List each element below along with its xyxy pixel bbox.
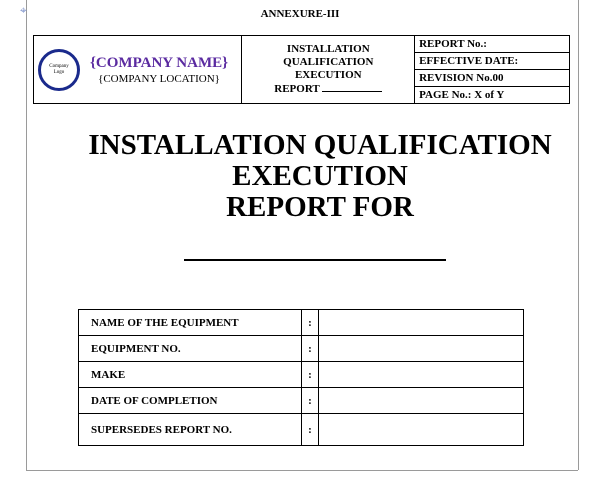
company-logo-icon: Company Logo xyxy=(38,49,80,91)
row-separator: : xyxy=(302,310,319,336)
row-label: MAKE xyxy=(79,362,302,388)
table-row xyxy=(79,362,524,388)
page-border-bottom xyxy=(26,470,578,471)
logo-cell xyxy=(34,36,242,104)
row-separator: : xyxy=(302,362,319,388)
report-blank-line xyxy=(322,82,382,92)
company-location: {COMPANY LOCATION} xyxy=(98,72,220,85)
table-row xyxy=(79,414,524,446)
equipment-details-table xyxy=(78,309,524,446)
corner-crosshair-icon: ⌖ xyxy=(20,3,27,17)
revision-no: REVISION No.00 xyxy=(415,70,569,87)
row-label: NAME OF THE EQUIPMENT xyxy=(79,310,302,336)
row-value-field[interactable] xyxy=(319,388,524,414)
row-separator: : xyxy=(302,336,319,362)
row-label: DATE OF COMPLETION xyxy=(79,388,302,414)
effective-date: EFFECTIVE DATE: xyxy=(415,53,569,70)
page-border-left xyxy=(26,0,27,470)
row-separator: : xyxy=(302,414,319,446)
row-value-field[interactable] xyxy=(319,414,524,446)
annexure-label: ANNEXURE-III xyxy=(260,8,340,20)
table-row xyxy=(79,388,524,414)
row-value-field[interactable] xyxy=(319,362,524,388)
header-title-cell: INSTALLATION QUALIFICATION EXECUTION REPORT xyxy=(242,36,415,104)
company-name: {COMPANY NAME} xyxy=(90,54,229,71)
table-row xyxy=(79,310,524,336)
row-value-field[interactable] xyxy=(319,336,524,362)
main-title: INSTALLATION QUALIFICATION EXECUTION REPORT FOR xyxy=(88,129,552,223)
row-label: SUPERSEDES REPORT NO. xyxy=(79,414,302,446)
table-row xyxy=(79,336,524,362)
header-table xyxy=(33,35,570,104)
row-value-field[interactable] xyxy=(319,310,524,336)
row-separator: : xyxy=(302,388,319,414)
page-border-right xyxy=(578,0,579,470)
report-no: REPORT No.: xyxy=(415,36,569,53)
row-label: EQUIPMENT NO. xyxy=(79,336,302,362)
meta-cell xyxy=(415,36,570,104)
title-blank-line xyxy=(184,259,446,261)
page-no: PAGE No.: X of Y xyxy=(419,89,505,101)
